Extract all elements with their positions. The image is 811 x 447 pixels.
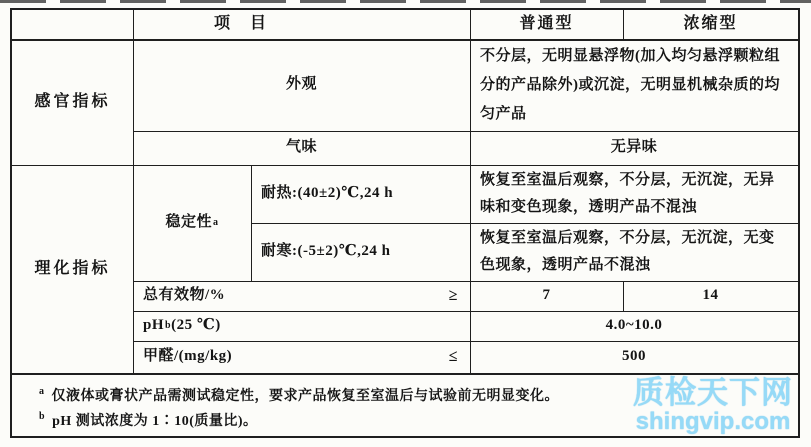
footnote-box (10, 375, 800, 438)
footnote-a (38, 384, 798, 409)
less-equal-symbol: ≤ (448, 347, 458, 365)
row-label-heat-resistance: 耐热:(40±2)℃,24 h (261, 185, 394, 202)
value-active-concentrated: 14 (702, 287, 719, 304)
ph-text: pH (143, 317, 165, 334)
row-label-stability: 稳定性 a (133, 165, 251, 281)
row-label-appearance: 外观 (285, 76, 317, 93)
value-appearance: 不分层，无明显悬浮物(加入均匀悬浮颗粒组分的产品除外)或沉淀，无明显机械杂质的均匀产品 (480, 47, 780, 122)
ph-condition-text: (25 ℃) (171, 317, 221, 334)
row-label-total-active-matter (133, 281, 470, 311)
watermark-site-url: shingvip.com (635, 408, 791, 435)
row-label-ph: pH b (25 ℃) (133, 311, 470, 341)
value-heat-resistance: 恢复至室温后观察，不分层，无沉淀，无异味和变色现象，透明产品不混浊 (480, 172, 775, 215)
greater-equal-symbol: ≥ (448, 286, 458, 304)
scan-artifact-line (0, 0, 811, 3)
footnote-b-text: pH 测试浓度为 1∶10(质量比)。 (52, 414, 258, 429)
total-active-matter-text: 总有效物/% (143, 287, 226, 304)
row-label-cold-resistance: 耐寒:(-5±2)℃,24 h (261, 243, 391, 260)
value-formaldehyde-limit: 500 (622, 348, 646, 365)
column-header-normal-type: 普通型 (519, 15, 574, 33)
value-active-normal: 7 (542, 287, 551, 304)
footnote-a-text: 仅液体或膏状产品需测试稳定性，要求产品恢复至室温后与试验前无明显变化。 (51, 389, 559, 404)
row-label-formaldehyde (133, 341, 470, 373)
category-sensory-index: 感官指标 (34, 92, 111, 110)
value-odor: 无异味 (610, 139, 658, 156)
footnote-b (38, 409, 798, 434)
column-header-item: 项 目 (213, 15, 268, 33)
footnote-b-marker: b (39, 411, 46, 423)
stability-text: 稳定性 (165, 214, 212, 231)
spec-table (10, 8, 800, 375)
value-cold-resistance: 恢复至室温后观察，不分层，无沉淀，无变色现象，透明产品不混浊 (480, 230, 775, 273)
column-header-concentrated-type: 浓缩型 (683, 15, 738, 33)
formaldehyde-text: 甲醛/(mg/kg) (143, 348, 233, 365)
row-label-odor: 气味 (285, 139, 317, 156)
value-ph-range: 4.0~10.0 (605, 317, 663, 334)
watermark-site-name: 质检天下网 (633, 375, 793, 410)
footnote-a-marker: a (39, 386, 45, 398)
category-physicochemical-index: 理化指标 (34, 259, 111, 277)
